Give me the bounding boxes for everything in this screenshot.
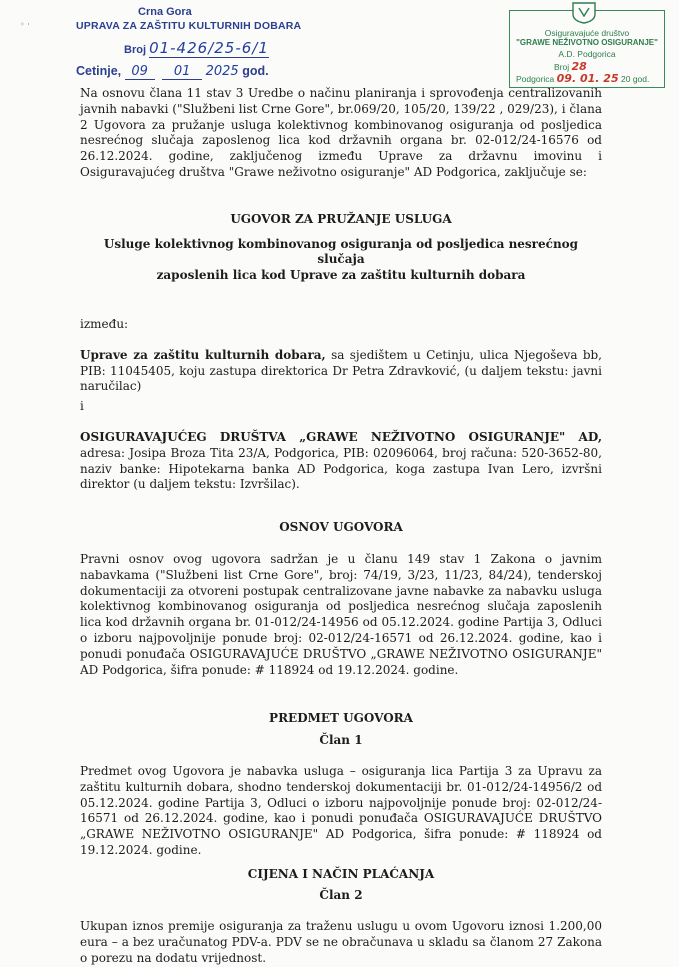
contract-title: UGOVOR ZA PRUŽANJE USLUGA (230, 211, 452, 226)
predmet-heading: PREDMET UGOVORA (269, 711, 413, 726)
party2-details: adresa: Josipa Broza Tita 23/A, Podgorica, PIB: 02096064, broj računa: 520-3652-80, naziv banke: Hipotekarna banka AD Podgorica, koga zastupa Ivan Lero, izvršni direktor (u daljem tekstu: Izvršilac). (80, 445, 602, 492)
contract-body (80, 86, 602, 967)
clan2-heading: Član 2 (319, 888, 363, 903)
stamp-broj-label: Broj (554, 62, 570, 72)
party1-paragraph (80, 348, 602, 395)
party1-name: Uprave za zaštitu kulturnih dobara, (80, 347, 326, 362)
stamp-city: Podgorica (516, 74, 555, 84)
stamp-year-prefix: 20 (620, 74, 631, 84)
intro-paragraph: Na osnovu člana 11 stav 3 Uredbe o načinu planiranja i sprovođenja centralizovanih javnih nabavki ("Službeni list Crne Gore", br.069/20, 105/20, 139/22 , 029/23), i člana 2 Ugovora za pružanje usluga kolektivnog kombinovanog osiguranja od posljedica nesrećnog slučaja zaposlenog lica kod državnih organa br. 02-012/24-16576 od 26.12.2024. godine, zaključenog između Uprave za državnu imovinu i Osiguravajućeg društva "Grawe neživotno osiguranje" AD Podgorica, zaključuje se: (80, 86, 602, 179)
stamp-god: god. (242, 64, 269, 78)
stamp-date-line (516, 72, 649, 85)
stamp-number-line (124, 39, 269, 58)
between-label: između: (80, 316, 129, 331)
stamp-office: UPRAVA ZA ZAŠTITU KULTURNIH DOBARA (76, 20, 302, 32)
stamp-company-line2: "GRAWE NEŽIVOTNO OSIGURANJE" (516, 38, 658, 47)
party2-name: OSIGURAVAJUĆEG DRUŠTVA „GRAWE NEŽIVOTNO OSIGURANJE" AD, (80, 429, 602, 444)
contract-subtitle-line2: zaposlenih lica kod Uprave za zaštitu kulturnih dobara (156, 268, 526, 283)
party2-paragraph (80, 430, 602, 493)
stamp-country: Crna Gora (138, 6, 192, 18)
party1-details: sa sjedištem u Cetinju, ulica Njegoševa bb, PIB: 11045405, koju zastupa direktorica Dr Petra Zdravković, (u daljem tekstu: javni naručilac) (80, 347, 602, 394)
contract-subtitle-line1: Usluge kolektivnog kombinovanog osiguranja od posljedica nesrećnog slučaja (103, 236, 579, 267)
registry-stamp-left (76, 6, 316, 86)
stamp-broj-value: 01-426/25-6/1 (149, 39, 269, 57)
stamp-company-line1: Osiguravajuće društvo (544, 28, 630, 38)
stamp-company-line3: A.D. Podgorica (558, 49, 616, 59)
stamp-date-year: 2025 (205, 64, 239, 79)
stamp-city: Cetinje, (76, 64, 122, 78)
cijena-heading: CIJENA I NAČIN PLAĆANJA (247, 866, 435, 881)
stamp-date-day: 09 (125, 64, 155, 80)
stamp-broj-value: 28 (571, 60, 587, 73)
clan1-paragraph: Predmet ovog Ugovora je nabavka usluga – osiguranja lica Partija 3 za Upravu za zaštitu kulturnih dobara, shodno tenderskoj dokumentaciji br. 01-012/24-14956/2 od 05.12.2024. godine Partija 3, Odluci o izboru najpovoljnije ponude broj: 02-012/24-16571 od 26.12.2024. godine, kao i ponudi ponuđača OSIGURAVAJUĆE DRUŠTVO „GRAWE NEŽIVOTNO OSIGURANJE" AD Podgorica, šifra ponude: # 118924 od 19.12.2024. godine. (80, 763, 602, 857)
stamp-god: god. (632, 74, 650, 84)
stamp-date-value: 09. 01. 25 (556, 72, 619, 85)
stamp-date-month: 01 (162, 64, 202, 80)
grawe-shield-icon (570, 2, 598, 24)
stamp-broj-label: Broj (124, 44, 146, 56)
stamp-date-line (76, 64, 269, 80)
registry-stamp-right (509, 10, 665, 88)
osnov-paragraph: Pravni osnov ovog ugovora sadržan je u članu 149 stav 1 Zakona o javnim nabavkama ("Službeni list Crne Gore", broj: 74/19, 3/23, 11/23, 84/24), tenderskoj dokumentaciji za otvoreni postupak centralizovane javne nabavke za nabavku usluga kolektivnog kombinovanog osiguranja od posljedica nesrećnog slučaja zaposlenih lica kod državnih organa br. 01-012/24-14956 od 05.12.2024. godine Partija 3, Odluci o izboru najpovoljnije ponude broj: 02-012/24-16571 od 26.12.2024. godine, kao i ponudi ponuđača OSIGURAVAJUĆE DRUŠTVO „GRAWE NEŽIVOTNO OSIGURANJE" AD Podgorica, šifra ponude: # 118924 od 19.12.2024. godine. (80, 551, 602, 677)
scan-mark: ◦ · (20, 20, 30, 29)
clan2-paragraph: Ukupan iznos premije osiguranja za traženu uslugu u ovom Ugovoru iznosi 1.200,00 eura – a bez uračunatog PDV-a. PDV se ne obračunava u skladu sa članom 27 Zakona o porezu na dodatu vrijednost. (80, 919, 602, 965)
osnov-heading: OSNOV UGOVORA (279, 520, 403, 535)
and-label: i (80, 399, 84, 414)
clan1-heading: Član 1 (319, 733, 363, 748)
